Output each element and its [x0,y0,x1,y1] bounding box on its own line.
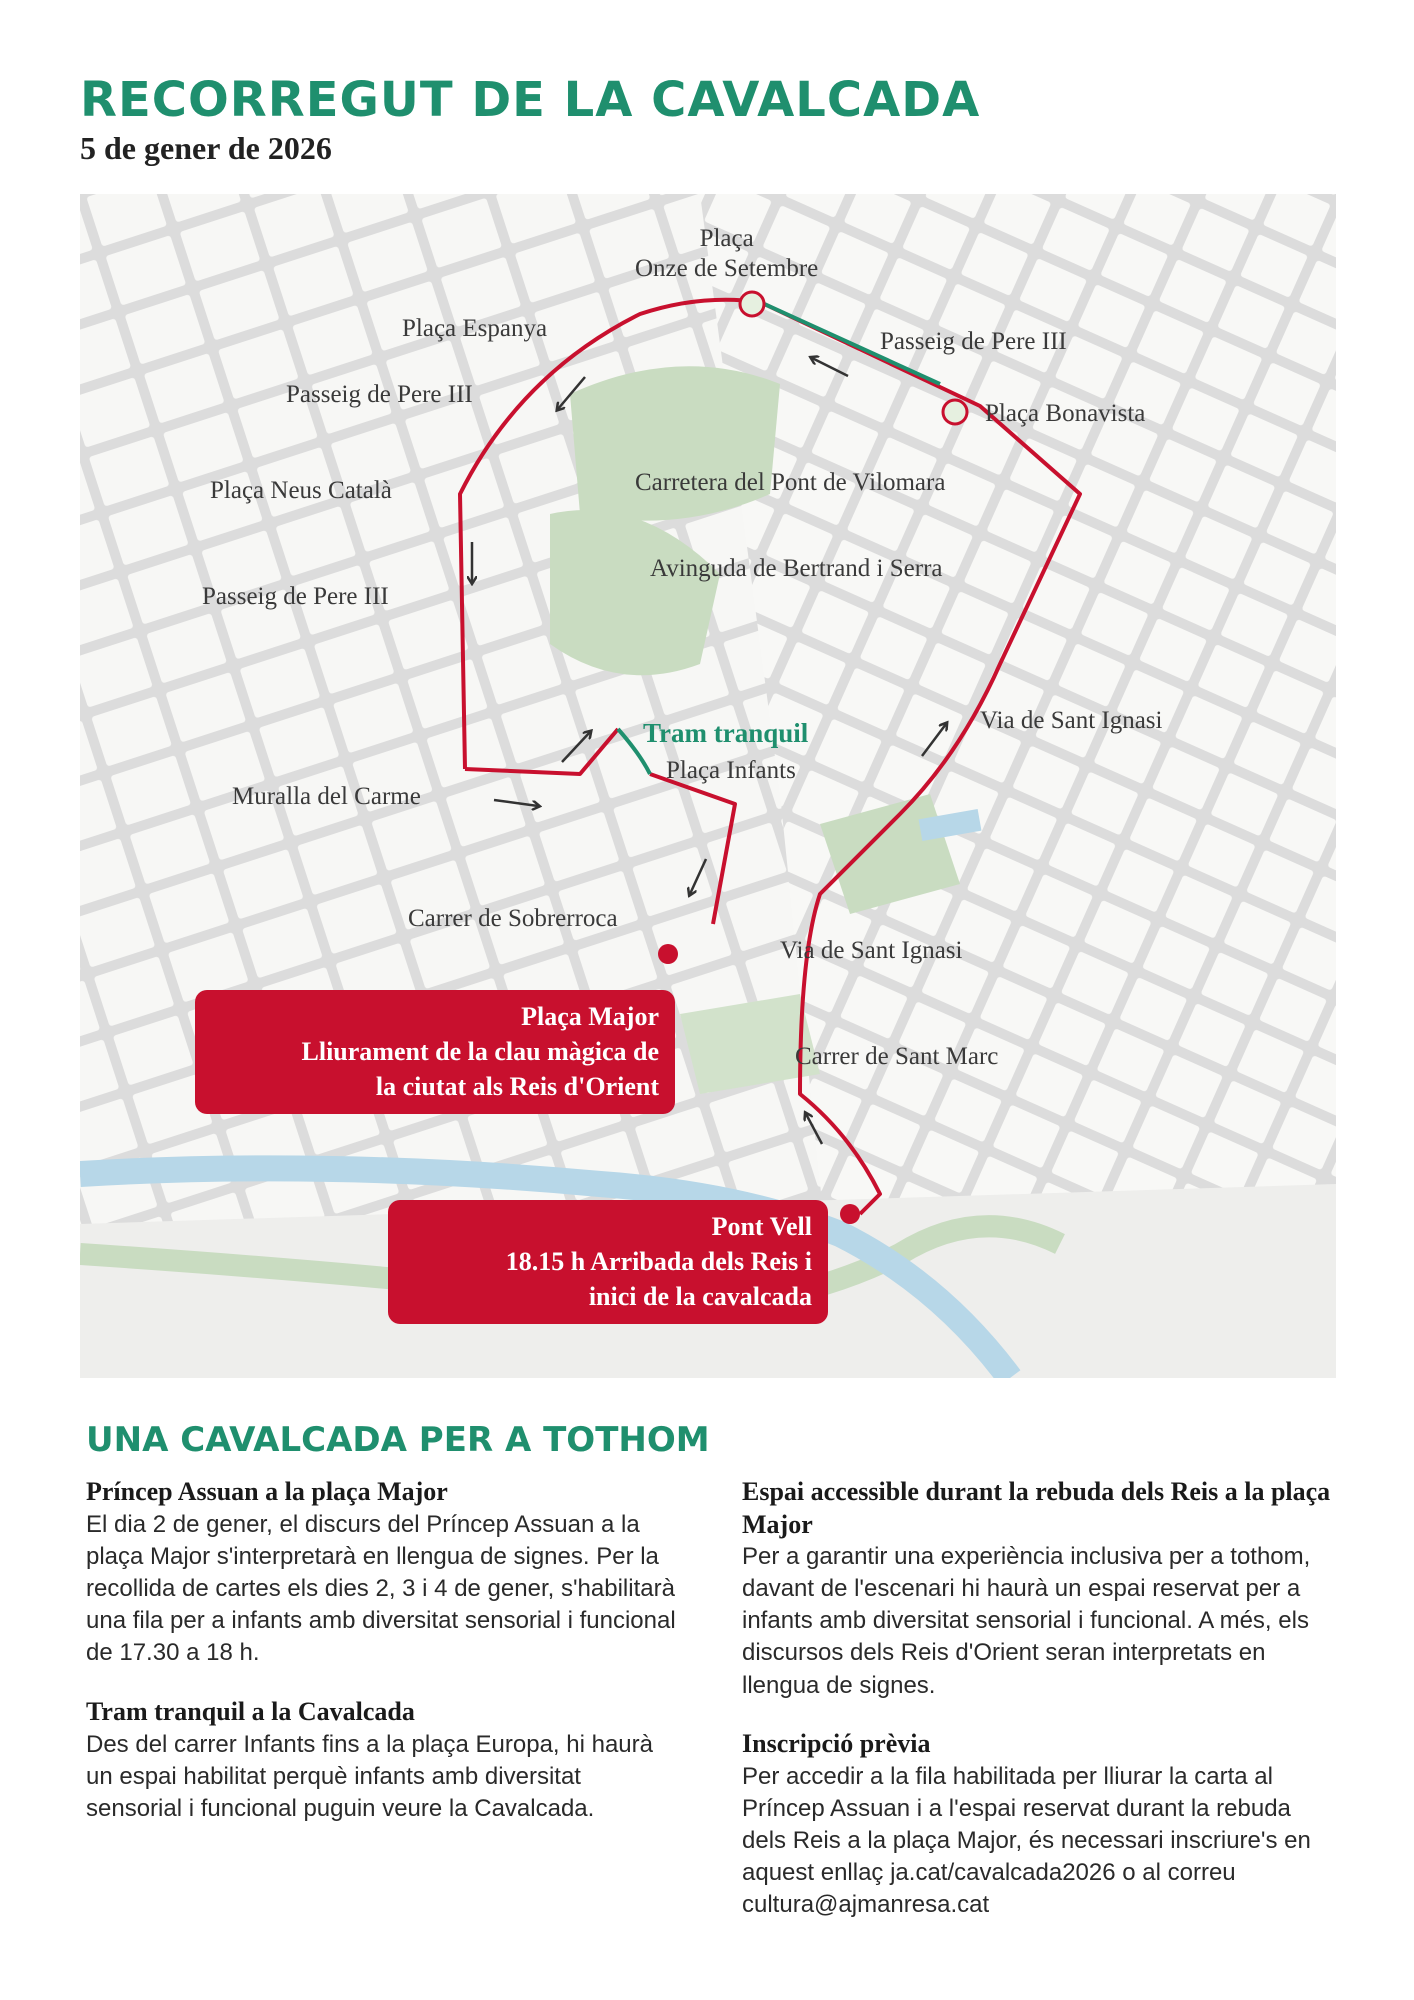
roundabout-bonavista [943,400,967,424]
info-block-title: Tram tranquil a la Cavalcada [86,1697,415,1726]
label-placa-espanya: Plaça Espanya [402,315,548,342]
route-map[interactable] [80,194,1336,1378]
tram-tranquil-label: Tram tranquil [643,718,809,748]
info-block-tram [86,1696,676,1825]
info-block-text: El dia 2 de gener, el discurs del Príncep Assuan a la plaça Major s'interpretarà en llengua de signes. Per la recollida de cartes els dies 2, 3 i 4 de gener, s'habilitarà una fila per a infants amb diversitat sensorial i funcional de 17.30 a 18 h. [86,1510,676,1667]
roundabout-onze [740,292,764,316]
label-passeig-pere-3: Passeig de Pere III [202,583,389,610]
label-placa-neus: Plaça Neus Català [210,477,392,504]
pont-vell-marker [840,1204,860,1224]
info-block-text: Des del carrer Infants fins a la plaça Europa, hi haurà un espai habilitat perquè infants amb diversitat sensorial i funcional puguin veure la Cavalcada. [86,1730,653,1822]
info-block-title: Espai accessible durant la rebuda dels Reis a la plaça Major [742,1477,1331,1539]
info-block-espai [742,1476,1332,1702]
info-block-principe [86,1476,676,1669]
page-title: RECORREGUT DE LA CAVALCADA [80,72,981,128]
label-passeig-pere-2: Passeig de Pere III [880,328,1067,355]
info-block-inscripcio [742,1728,1332,1921]
label-placa-onze: Plaça Onze de Setembre [635,225,819,282]
event-date: 5 de gener de 2026 [80,130,332,166]
label-carrer-sant-marc: Carrer de Sant Marc [795,1043,999,1070]
info-block-text: Per accedir a la fila habilitada per lliurar la carta al Príncep Assuan i a l'espai reservat durant la rebuda dels Reis a la plaça Major, és necessari inscriure's en aquest enllaç ja.cat/cavalcada2026 o al correu cultura@ajmanresa.cat [742,1762,1311,1919]
info-block-title: Inscripció prèvia [742,1729,931,1758]
label-avinguda-bertrand: Avinguda de Bertrand i Serra [650,555,943,582]
label-passeig-pere-1: Passeig de Pere III [286,381,473,408]
label-carrer-sobrerroca: Carrer de Sobrerroca [408,905,618,932]
info-block-text: Per a garantir una experiència inclusiva per a tothom, davant de l'escenari hi haurà un espai reservat per a infants amb diversitat sensorial i funcional. A més, els discursos dels Reis d'Orient seran interpretats en llengua de signes. [742,1543,1311,1699]
placa-major-marker [658,944,678,964]
callout-pont-vell[interactable]: Pont Vell 18.15 h Arribada dels Reis i inici de la cavalcada [388,1200,828,1324]
label-placa-infants: Plaça Infants [666,757,796,784]
label-muralla-carme: Muralla del Carme [232,783,421,810]
label-carretera-vilomara: Carretera del Pont de Vilomara [635,469,946,496]
section-title: UNA CAVALCADA PER A TOTHOM [86,1420,710,1460]
label-via-sant-ignasi-2: Via de Sant Ignasi [780,937,963,964]
label-via-sant-ignasi-1: Via de Sant Ignasi [980,707,1163,734]
label-placa-bonavista: Plaça Bonavista [985,400,1146,427]
callout-placa-major[interactable]: Plaça Major Lliurament de la clau màgica de la ciutat als Reis d'Orient [195,990,675,1114]
info-block-title: Príncep Assuan a la plaça Major [86,1477,448,1506]
